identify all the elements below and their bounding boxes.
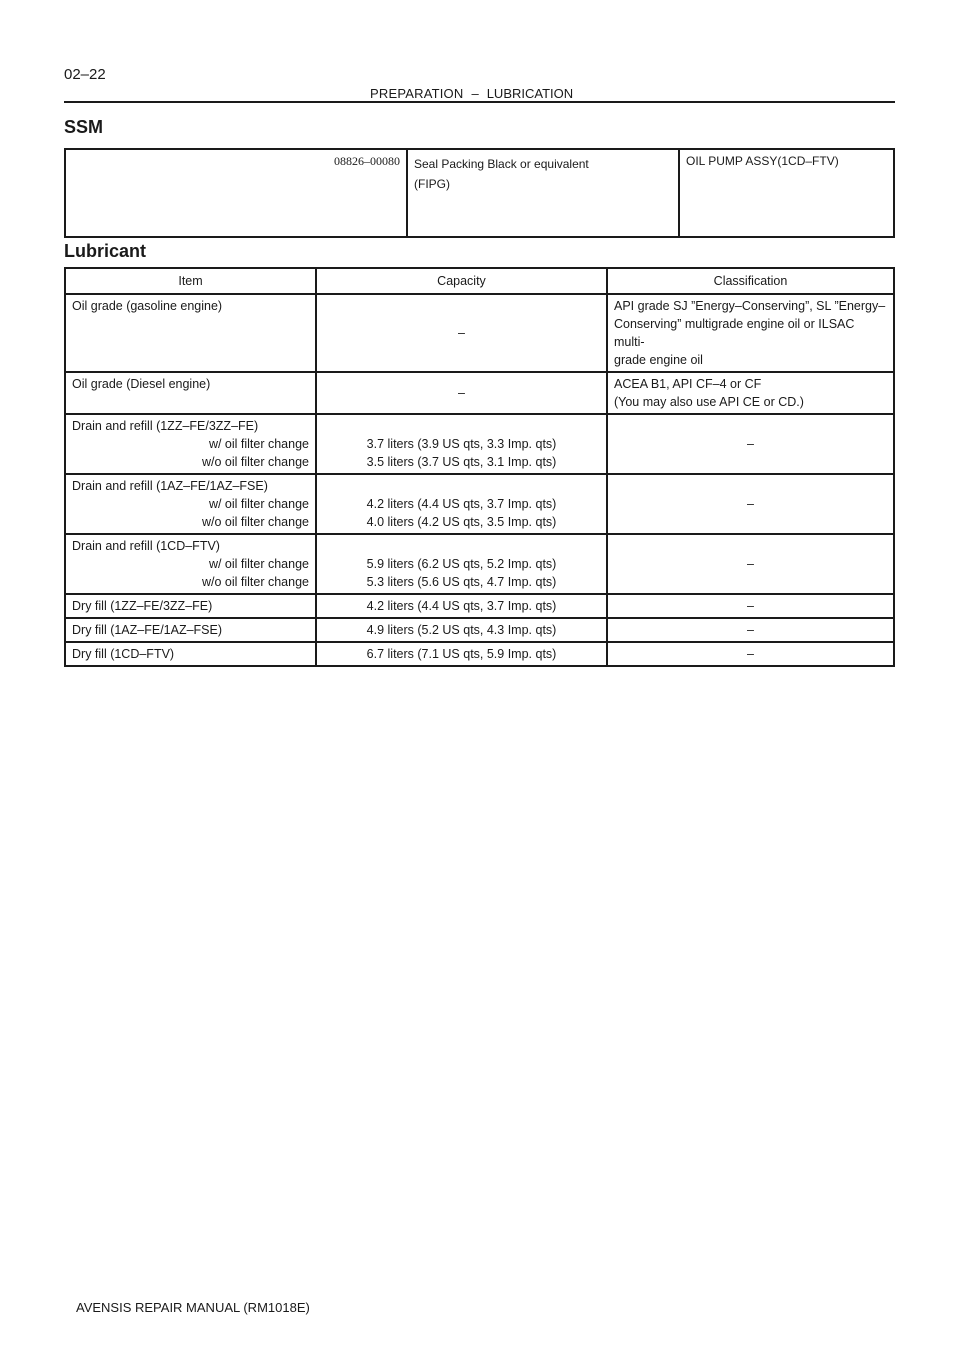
- item-cell: [65, 534, 316, 594]
- capacity-cell: –: [316, 294, 607, 372]
- item-cell: Oil grade (Diesel engine): [65, 372, 316, 414]
- table-header-row: [65, 268, 894, 294]
- classification-cell: –: [607, 618, 894, 642]
- classification-line: API grade SJ ”Energy–Conserving”, SL ”Energy–: [614, 299, 886, 313]
- column-header-classification: Classification: [607, 268, 894, 294]
- subsection-title: LUBRICATION: [486, 86, 574, 101]
- classification-cell: [607, 372, 894, 414]
- capacity-value: 5.9 liters (6.2 US qts, 5.2 Imp. qts): [366, 557, 557, 571]
- footer-manual-title: AVENSIS REPAIR MANUAL (RM1018E): [76, 1300, 310, 1315]
- section-separator: –: [471, 86, 479, 101]
- capacity-value: 3.5 liters (3.7 US qts, 3.1 Imp. qts): [366, 455, 557, 469]
- page-number: 02–22: [64, 66, 106, 83]
- item-label: Drain and refill (1AZ–FE/1AZ–FSE): [72, 479, 268, 493]
- table-row: [65, 294, 894, 372]
- capacity-cell: 4.9 liters (5.2 US qts, 4.3 Imp. qts): [316, 618, 607, 642]
- table-row: [65, 594, 894, 618]
- item-cell: Dry fill (1AZ–FE/1AZ–FSE): [65, 618, 316, 642]
- ssm-table: [64, 148, 895, 238]
- header-rule: [64, 101, 895, 103]
- item-sub-label: w/o oil filter change: [201, 515, 309, 529]
- capacity-cell: [316, 474, 607, 534]
- capacity-value: 5.3 liters (5.6 US qts, 4.7 Imp. qts): [366, 575, 557, 589]
- item-sub-label: w/o oil filter change: [201, 575, 309, 589]
- capacity-value: 3.7 liters (3.9 US qts, 3.3 Imp. qts): [366, 437, 557, 451]
- ssm-heading: SSM: [64, 117, 104, 137]
- item-label: Drain and refill (1ZZ–FE/3ZZ–FE): [72, 419, 259, 433]
- capacity-value: 4.0 liters (4.2 US qts, 3.5 Imp. qts): [366, 515, 557, 529]
- item-sub-label: w/ oil filter change: [208, 497, 309, 511]
- ssm-usage: OIL PUMP ASSY(1CD–FTV): [679, 149, 894, 237]
- item-cell: Dry fill (1CD–FTV): [65, 642, 316, 666]
- running-head: [370, 86, 573, 101]
- capacity-cell: 6.7 liters (7.1 US qts, 5.9 Imp. qts): [316, 642, 607, 666]
- classification-line: (You may also use API CE or CD.): [614, 395, 804, 409]
- lubricant-heading: Lubricant: [64, 241, 147, 261]
- column-header-item: Item: [65, 268, 316, 294]
- item-label: Drain and refill (1CD–FTV): [72, 539, 220, 553]
- capacity-value: 4.2 liters (4.4 US qts, 3.7 Imp. qts): [366, 497, 557, 511]
- column-header-capacity: Capacity: [316, 268, 607, 294]
- classification-cell: –: [607, 414, 894, 474]
- classification-cell: –: [607, 642, 894, 666]
- lubricant-table: [64, 267, 895, 667]
- item-sub-label: w/ oil filter change: [208, 557, 309, 571]
- classification-cell: –: [607, 594, 894, 618]
- item-sub-label: w/ oil filter change: [208, 437, 309, 451]
- table-row: [65, 534, 894, 594]
- capacity-cell: [316, 534, 607, 594]
- table-row: [65, 642, 894, 666]
- ssm-part-name-line: Seal Packing Black or equivalent: [414, 157, 589, 171]
- classification-line: ACEA B1, API CF–4 or CF: [614, 377, 762, 391]
- item-cell: Oil grade (gasoline engine): [65, 294, 316, 372]
- table-row: [65, 618, 894, 642]
- classification-cell: [607, 294, 894, 372]
- table-row: [65, 372, 894, 414]
- classification-line: grade engine oil: [614, 353, 703, 367]
- section-title: PREPARATION: [370, 86, 464, 101]
- item-cell: Dry fill (1ZZ–FE/3ZZ–FE): [65, 594, 316, 618]
- classification-line: Conserving” multigrade engine oil or ILSAC multi-: [614, 317, 855, 349]
- ssm-row: [65, 149, 894, 237]
- classification-cell: –: [607, 474, 894, 534]
- ssm-part-number: 08826–00080: [65, 149, 407, 237]
- capacity-cell: –: [316, 372, 607, 414]
- table-row: [65, 414, 894, 474]
- classification-cell: –: [607, 534, 894, 594]
- capacity-cell: 4.2 liters (4.4 US qts, 3.7 Imp. qts): [316, 594, 607, 618]
- item-cell: [65, 474, 316, 534]
- ssm-part-name-line: (FIPG): [414, 177, 450, 191]
- capacity-cell: [316, 414, 607, 474]
- table-row: [65, 474, 894, 534]
- item-sub-label: w/o oil filter change: [201, 455, 309, 469]
- ssm-part-name: [407, 149, 679, 237]
- item-cell: [65, 414, 316, 474]
